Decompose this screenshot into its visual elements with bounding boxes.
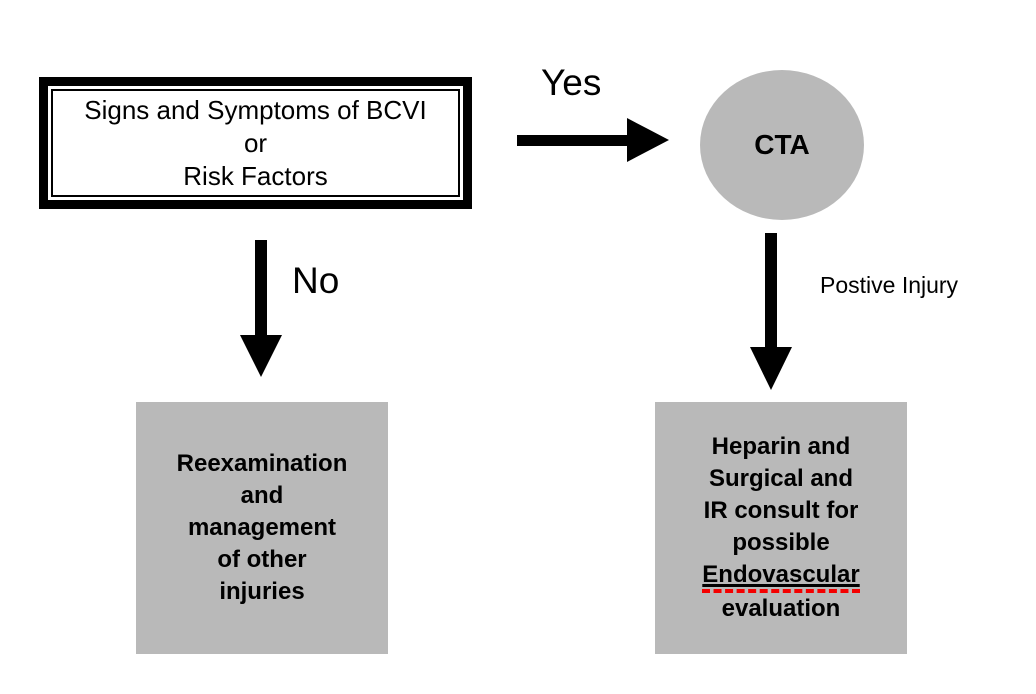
treatment-line-1: Heparin and xyxy=(711,433,851,460)
cta-label: CTA xyxy=(754,129,810,160)
decision-box-inner xyxy=(51,89,460,197)
positive-injury-arrow-shaft xyxy=(765,233,777,349)
no-arrow-head-icon xyxy=(240,335,282,377)
reexamination-line-5: injuries xyxy=(219,578,305,605)
reexamination-line-3: management xyxy=(187,514,337,541)
positive-injury-arrow-head-icon xyxy=(750,347,792,390)
yes-arrow-shaft xyxy=(517,135,629,146)
cta-node xyxy=(700,70,864,220)
reexamination-line-1: Reexamination xyxy=(176,450,348,477)
no-label: No xyxy=(292,260,340,301)
treatment-line-2: Surgical and xyxy=(708,465,854,492)
treatment-line-3: IR consult for xyxy=(703,497,859,524)
reexamination-box xyxy=(136,402,388,654)
decision-line-1: Signs and Symptoms of BCVI xyxy=(84,94,427,125)
positive-injury-arrow xyxy=(750,233,792,390)
decision-line-3: Risk Factors xyxy=(183,160,328,191)
no-arrow xyxy=(240,240,282,377)
treatment-line-6: evaluation xyxy=(721,595,841,622)
treatment-box xyxy=(655,402,907,654)
no-arrow-shaft xyxy=(255,240,267,337)
yes-label: Yes xyxy=(541,62,602,103)
treatment-line-5 xyxy=(702,559,859,593)
reexamination-line-2: and xyxy=(240,482,284,509)
yes-arrow xyxy=(517,118,669,162)
yes-arrow-head-icon xyxy=(627,118,669,162)
decision-line-2: or xyxy=(243,127,268,158)
misspelled-word-underline: Endovascular xyxy=(702,561,859,593)
decision-box xyxy=(39,77,472,209)
reexamination-line-4: of other xyxy=(217,546,307,573)
treatment-line-4: possible xyxy=(732,529,830,556)
positive-injury-label: Postive Injury xyxy=(820,272,959,298)
